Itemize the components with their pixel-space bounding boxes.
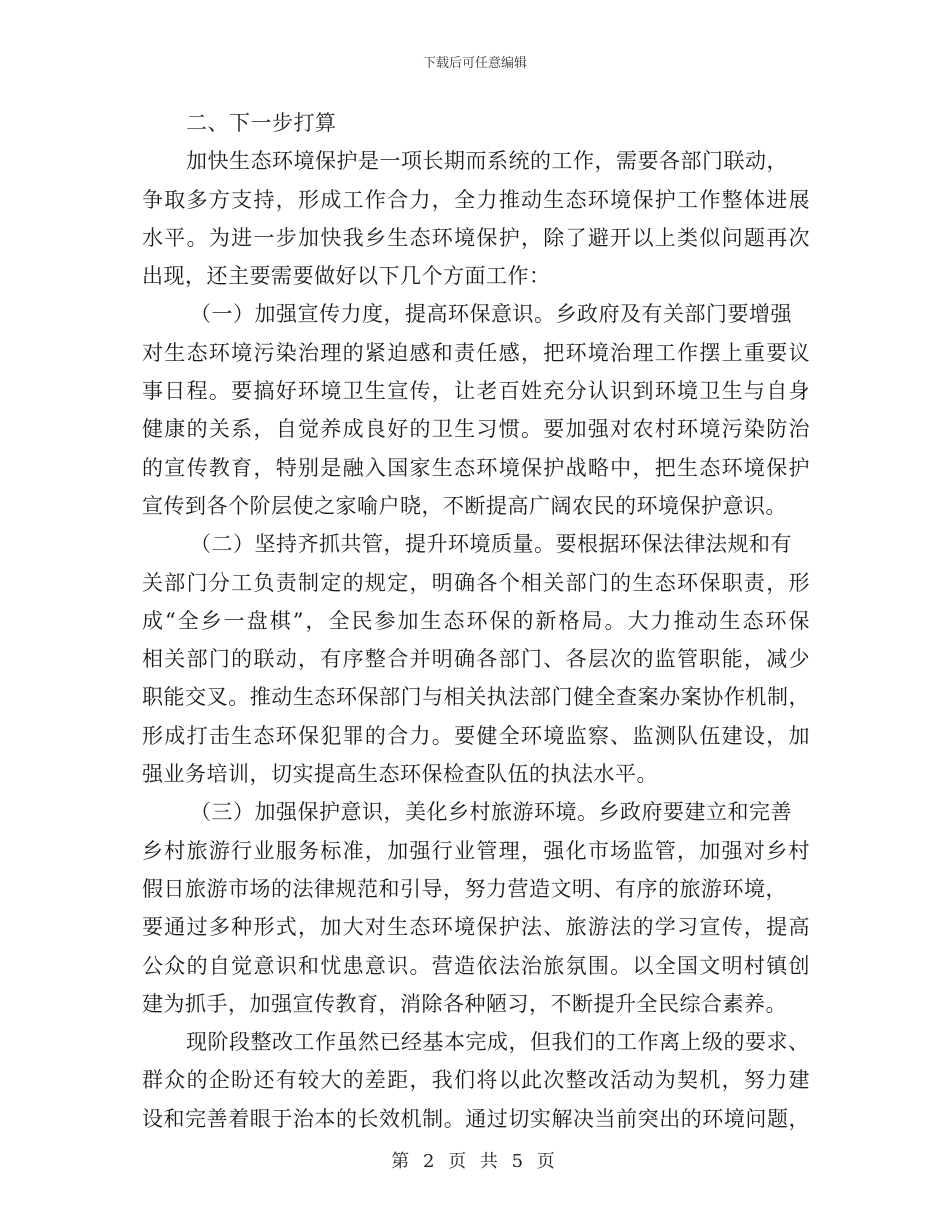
paragraph-line: 现阶段整改工作虽然已经基本完成，但我们的工作离上级的要求、 — [186, 1030, 810, 1055]
document-body — [142, 104, 810, 1138]
paragraph-line: 关部门分工负责制定的规定，明确各个相关部门的生态环保职责，形 — [142, 570, 810, 595]
paragraph-line: 出现，还主要需要做好以下几个方面工作： — [142, 264, 551, 289]
paragraph-line: 的宣传教育，特别是融入国家生态环境保护战略中，把生态环境保护 — [142, 455, 810, 480]
paragraph-line: 健康的关系，自觉养成良好的卫生习惯。要加强对农村环境污染防治 — [142, 417, 810, 442]
paragraph-line: 设和完善着眼于治本的长效机制。通过切实解决当前突出的环境问题， — [142, 1106, 810, 1131]
paragraph-line: （一）加强宣传力度，提高环保意识。乡政府及有关部门要增强 — [190, 302, 792, 327]
paragraph-line: （二）坚持齐抓共管，提升环境质量。要根据环保法律法规和有 — [190, 532, 792, 557]
paragraph-line: 群众的企盼还有较大的差距，我们将以此次整改活动为契机，努力建 — [142, 1068, 810, 1093]
paragraph-line: 成“全乡一盘棋”，全民参加生态环保的新格局。大力推动生态环保 — [142, 608, 810, 633]
page-header-note: 下载后可任意编辑 — [422, 56, 527, 71]
paragraph-line: 对生态环境污染治理的紧迫感和责任感，把环境治理工作摆上重要议 — [142, 340, 810, 365]
paragraph-line: 公众的自觉意识和忧患意识。营造依法治旅氛围。以全国文明村镇创 — [142, 953, 810, 978]
paragraph-line: 相关部门的联动，有序整合并明确各部门、各层次的监管职能，减少 — [142, 647, 810, 672]
paragraph-line: 要通过多种形式，加大对生态环境保护法、旅游法的学习宣传，提高 — [142, 915, 810, 940]
paragraph-line: 强业务培训，切实提高生态环保检查队伍的执法水平。 — [142, 762, 658, 787]
paragraph-line: 乡村旅游行业服务标准，加强行业管理，强化市场监管，加强对乡村 — [142, 838, 810, 863]
section-heading: 二、下一步打算 — [186, 111, 337, 135]
paragraph-line: 形成打击生态环保犯罪的合力。要健全环境监察、监测队伍建设，加 — [142, 723, 810, 748]
paragraph-line: 职能交叉。推动生态环保部门与相关执法部门健全查案办案协作机制， — [142, 685, 810, 710]
paragraph-line: 水平。为进一步加快我乡生态环境保护，除了避开以上类似问题再次 — [142, 225, 810, 250]
paragraph-line: 假日旅游市场的法律规范和引导，努力营造文明、有序的旅游环境， — [142, 876, 787, 901]
paragraph-line: 争取多方支持，形成工作合力，全力推动生态环境保护工作整体进展 — [142, 187, 810, 212]
paragraph-line: 建为抓手，加强宣传教育，消除各种陋习，不断提升全民综合素养。 — [142, 991, 787, 1016]
paragraph-line: 加快生态环境保护是一项长期而系统的工作，需要各部门联动， — [186, 149, 788, 174]
paragraph-line: 事日程。要搞好环境卫生宣传，让老百姓充分认识到环境卫生与自身 — [142, 379, 810, 404]
paragraph-line: （三）加强保护意识，美化乡村旅游环境。乡政府要建立和完善 — [190, 800, 792, 825]
page-number: 第 2 页 共 5 页 — [391, 1151, 559, 1172]
paragraph-line: 宣传到各个阶层使之家喻户晓，不断提高广阔农民的环境保护意识。 — [142, 493, 787, 518]
